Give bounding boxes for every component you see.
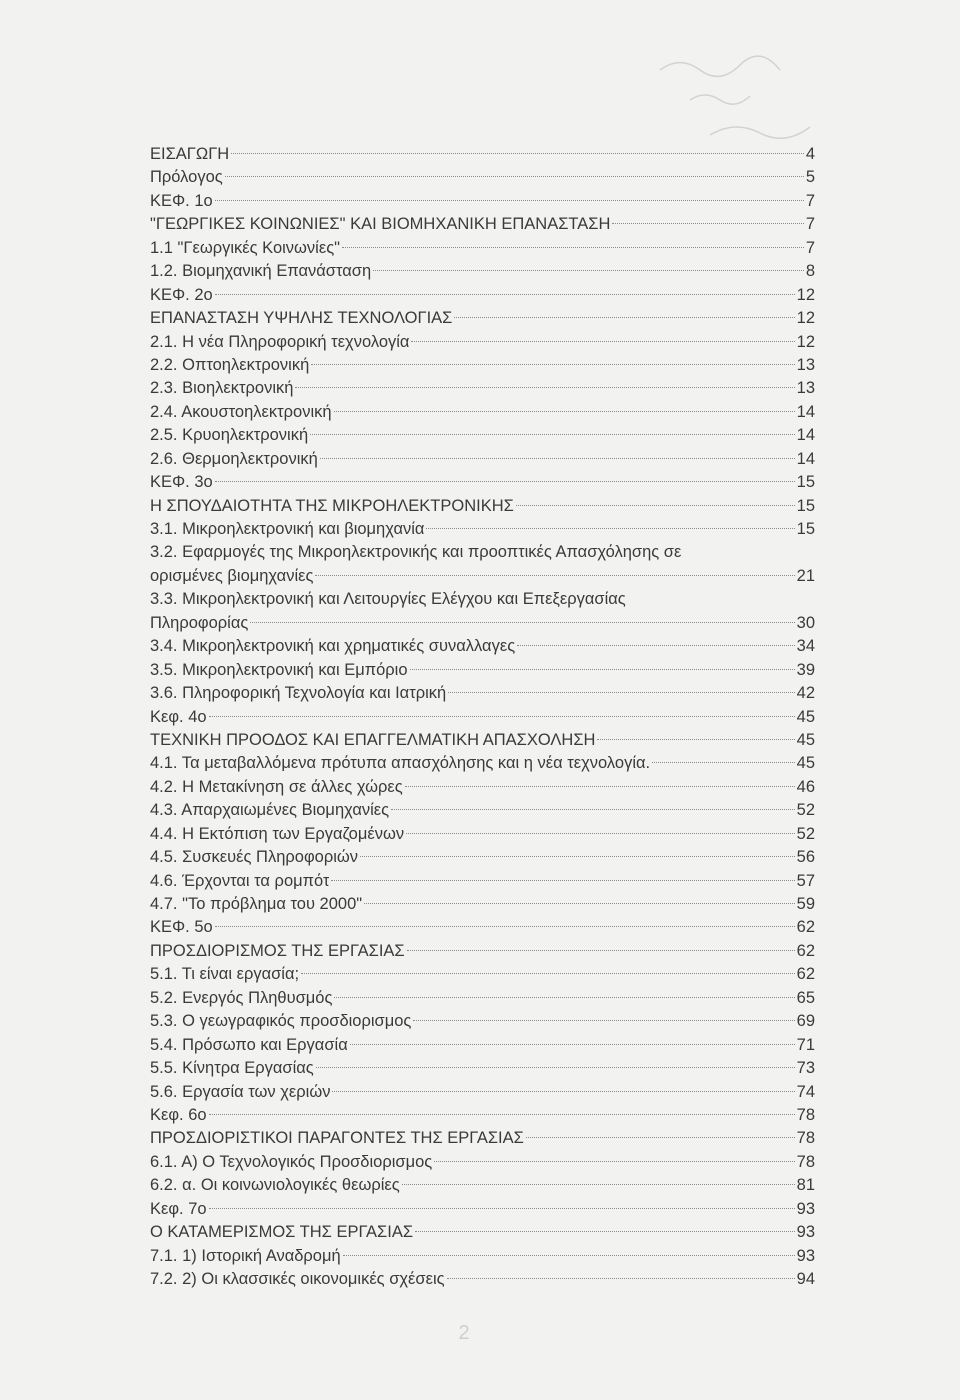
toc-entry-title: ΚΕΦ. 3ο [150,473,213,492]
toc-entry-page: 78 [796,1152,815,1171]
dot-leader [350,1043,795,1045]
toc-entry [150,1127,815,1150]
toc-entry [150,846,815,869]
toc-entry-title: ΤΕΧΝΙΚΗ ΠΡΟΟΔΟΣ ΚΑΙ ΕΠΑΓΓΕΛΜΑΤΙΚΗ ΑΠΑΣΧΟΛΗΣΗ [150,730,596,749]
toc-entry-title: 7.1. 1) Ιστορική Αναδρομή [150,1246,341,1265]
toc-entry [150,1034,815,1057]
toc-entry-title: 2.4. Ακουστοηλεκτρονική [150,402,332,421]
toc-entry [150,706,815,729]
toc-entry-page: 42 [796,684,815,703]
toc-entry [150,682,815,705]
toc-entry-title: 5.2. Ενεργός Πληθυσμός [150,988,333,1007]
toc-entry-title: 5.3. Ο γεωγραφικός προσδιορισμος [150,1012,412,1031]
toc-entry-page: 78 [796,1129,815,1148]
toc-entry [150,1268,815,1291]
toc-entry [150,331,815,354]
toc-entry-title: 3.4. Μικροηλεκτρονική και χρηματικές συναλλαγες [150,637,516,656]
toc-entry [150,1245,815,1268]
toc-entry-title: 2.6. Θερμοηλεκτρονική [150,449,318,468]
dot-leader [209,1113,795,1115]
toc-entry-title: 3.2. Εφαρμογές της Μικροηλεκτρονικής και προοπτικές Απασχόλησης σε [150,543,682,562]
toc-entry-page: 69 [796,1012,815,1031]
dot-leader [209,715,795,717]
dot-leader [402,1183,795,1185]
toc-entry [150,893,815,916]
toc-entry-title: 4.6. Έρχονται τα ρομπότ [150,871,330,890]
dot-leader [320,457,795,459]
toc-entry [150,1081,815,1104]
toc-entry-page: 34 [796,637,815,656]
toc-entry [150,612,815,635]
toc-entry [150,237,815,260]
toc-entry-page: 39 [796,660,815,679]
toc-entry-title: Πρόλογος [150,168,223,187]
dot-leader [407,949,795,951]
toc-entry [150,1151,815,1174]
toc-entry-page: 65 [796,988,815,1007]
dot-leader [410,668,795,670]
toc-entry-page: 81 [796,1176,815,1195]
dot-leader [517,644,794,646]
toc-entry-title: ΠΡΟΣΔΙΟΡΙΣΜΟΣ ΤΗΣ ΕΡΓΑΣΙΑΣ [150,941,405,960]
toc-entry [150,963,815,986]
toc-entry [150,495,815,518]
toc-entry-page: 57 [796,871,815,890]
toc-entry-page: 56 [796,848,815,867]
toc-entry [150,284,815,307]
toc-entry-title: Κεφ. 7ο [150,1199,207,1218]
toc-entry-title: ΚΕΦ. 1ο [150,191,213,210]
toc-entry [150,565,815,588]
toc-entry-page: 62 [796,918,815,937]
dot-leader [373,269,804,271]
toc-entry-title: 2.3. Βιοηλεκτρονική [150,379,294,398]
toc-entry [150,588,815,611]
toc-entry [150,1174,815,1197]
toc-entry-page: 52 [796,824,815,843]
toc-entry [150,401,815,424]
dot-leader [406,832,795,834]
toc-entry-title: Πληροφορίας [150,613,249,632]
toc-entry [150,823,815,846]
dot-leader [215,199,804,201]
toc-entry [150,1057,815,1080]
dot-leader [364,902,795,904]
toc-entry-page: 45 [796,707,815,726]
table-of-contents [150,143,815,1291]
toc-entry-page: 14 [796,449,815,468]
dot-leader [454,316,794,318]
toc-entry-page: 62 [796,941,815,960]
toc-entry [150,776,815,799]
dot-leader [316,1066,795,1068]
dot-leader [334,996,794,998]
toc-entry-page: 93 [796,1199,815,1218]
toc-entry [150,213,815,236]
toc-entry [150,260,815,283]
toc-entry-title: ορισμένες βιομηχανίες [150,566,314,585]
dot-leader [434,1160,794,1162]
toc-entry-page: 45 [796,754,815,773]
dot-leader [334,410,795,412]
toc-entry-title: 6.2. α. Οι κοινωνιολογικές θεωρίες [150,1176,400,1195]
toc-entry-page: 45 [796,730,815,749]
toc-entry-title: 4.2. Η Μετακίνηση σε άλλες χώρες [150,777,403,796]
toc-entry-page: 8 [805,262,815,281]
toc-entry-title: 2.1. Η νέα Πληροφορική τεχνολογία [150,332,410,351]
toc-entry-page: 5 [805,168,815,187]
toc-entry-title: 5.1. Τι είναι εργασία; [150,965,300,984]
toc-entry-page: 14 [796,426,815,445]
toc-entry [150,752,815,775]
toc-entry-page: 74 [796,1082,815,1101]
toc-entry-title: 1.2. Βιομηχανική Επανάσταση [150,262,372,281]
dot-leader [415,1230,795,1232]
dot-leader [612,222,803,224]
dot-leader [315,574,794,576]
toc-entry-page: 15 [796,473,815,492]
toc-entry [150,518,815,541]
toc-entry-title: 4.5. Συσκευές Πληροφοριών [150,848,358,867]
toc-entry [150,143,815,166]
toc-entry-title: 4.3. Απαρχαιωμένες Βιομηχανίες [150,801,390,820]
dot-leader [652,761,795,763]
toc-entry-title: 1.1 "Γεωργικές Κοινωνίες" [150,238,341,257]
dot-leader [215,480,795,482]
dot-leader [526,1136,795,1138]
dot-leader [405,785,795,787]
toc-entry [150,471,815,494]
toc-entry-title: 2.2. Οπτοηλεκτρονική [150,355,310,374]
dot-leader [250,621,794,623]
toc-entry-page: 13 [796,355,815,374]
dot-leader [331,879,794,881]
toc-entry [150,166,815,189]
toc-entry [150,448,815,471]
dot-leader [360,855,795,857]
page-number: 2 [458,1322,470,1344]
toc-entry-page: 21 [796,566,815,585]
toc-entry [150,635,815,658]
toc-entry-page: 46 [796,777,815,796]
toc-entry-page: 7 [805,215,815,234]
dot-leader [332,1090,794,1092]
toc-entry-title: "ΓΕΩΡΓΙΚΕΣ ΚΟΙΝΩΝΙΕΣ" ΚΑΙ ΒΙΟΜΗΧΑΝΙΚΗ ΕΠΑΝΑΣΤΑΣΗ [150,215,611,234]
toc-entry-title: 3.1. Μικροηλεκτρονική και βιομηχανία [150,520,425,538]
dot-leader [411,340,794,342]
dot-leader [597,738,794,740]
toc-entry [150,541,815,564]
toc-entry [150,1198,815,1221]
dot-leader [301,972,795,974]
dot-leader [225,175,804,177]
toc-entry [150,1010,815,1033]
toc-entry-title: Ο ΚΑΤΑΜΕΡΙΣΜΟΣ ΤΗΣ ΕΡΓΑΣΙΑΣ [150,1223,414,1242]
toc-entry-title: 4.1. Τα μεταβαλλόμενα πρότυπα απασχόλησης και η νέα τεχνολογία. [150,754,651,773]
toc-entry-title: ΠΡΟΣΔΙΟΡΙΣΤΙΚΟΙ ΠΑΡΑΓΟΝΤΕΣ ΤΗΣ ΕΡΓΑΣΙΑΣ [150,1129,524,1148]
toc-entry-title: 5.6. Εργασία των χεριών [150,1082,331,1101]
toc-entry-page: 93 [796,1223,815,1242]
dot-leader [413,1019,794,1021]
toc-entry-title: ΕΙΣΑΓΩΓΗ [150,145,230,163]
toc-entry-title: 4.7. "Το πρόβλημα του 2000" [150,895,363,913]
toc-entry [150,916,815,939]
toc-entry-page: 71 [796,1035,815,1054]
toc-entry [150,659,815,682]
toc-entry-page: 78 [796,1105,815,1124]
toc-entry [150,870,815,893]
toc-entry [150,729,815,752]
toc-entry [150,307,815,330]
toc-entry-title: 3.6. Πληροφορική Τεχνολογία και Ιατρική [150,684,447,703]
toc-entry-page: 12 [796,309,815,328]
toc-entry [150,1104,815,1127]
handwritten-note-scribble [640,40,840,150]
toc-entry-page: 12 [796,285,815,304]
toc-entry-title: 3.5. Μικροηλεκτρονική και Εμπόριο [150,660,408,679]
toc-entry-page: 73 [796,1059,815,1078]
toc-entry [150,1221,815,1244]
dot-leader [311,363,794,365]
toc-entry-title: 3.3. Μικροηλεκτρονική και Λειτουργίες Ελέγχου και Επεξεργασίας [150,590,626,609]
toc-entry-title: Κεφ. 6ο [150,1105,207,1124]
toc-entry [150,190,815,213]
toc-entry-page: 14 [796,402,815,421]
dot-leader [343,1254,795,1256]
toc-entry [150,799,815,822]
dot-leader [209,1207,795,1209]
dot-leader [310,433,794,435]
toc-entry-page: 93 [796,1246,815,1265]
toc-entry-page: 15 [796,520,815,538]
toc-entry-title: 6.1. Α) Ο Τεχνολογικός Προσδιορισμος [150,1152,433,1171]
toc-entry-page: 30 [796,613,815,632]
toc-entry-page: 15 [796,496,815,515]
toc-entry-title: ΚΕΦ. 2ο [150,285,213,304]
dot-leader [342,246,804,248]
toc-entry-page: 13 [796,379,815,398]
toc-entry-page: 59 [796,895,815,913]
dot-leader [447,1277,795,1279]
toc-entry [150,424,815,447]
dot-leader [215,293,795,295]
toc-entry-page: 12 [796,332,815,351]
toc-entry-title: Κεφ. 4ο [150,707,207,726]
dot-leader [448,691,794,693]
dot-leader [516,504,795,506]
toc-entry-title: ΕΠΑΝΑΣΤΑΣΗ ΥΨΗΛΗΣ ΤΕΧΝΟΛΟΓΙΑΣ [150,309,453,328]
toc-entry-title: 5.4. Πρόσωπο και Εργασία [150,1035,348,1054]
toc-entry-title: 4.4. Η Εκτόπιση των Εργαζομένων [150,824,405,843]
toc-entry-page: 94 [796,1270,815,1288]
dot-leader [391,808,795,810]
toc-entry-page: 52 [796,801,815,820]
toc-entry-title: 5.5. Κίνητρα Εργασίας [150,1059,314,1078]
toc-entry-title: 2.5. Κρυοηλεκτρονική [150,426,309,445]
toc-entry [150,354,815,377]
toc-entry-page: 7 [805,238,815,257]
toc-entry [150,377,815,400]
toc-entry-title: ΚΕΦ. 5ο [150,918,213,937]
dot-leader [215,925,795,927]
toc-entry-page: 62 [796,965,815,984]
dot-leader [426,527,794,529]
dot-leader [295,386,794,388]
toc-entry [150,940,815,963]
toc-entry-page: 7 [805,191,815,210]
toc-entry-title: Η ΣΠΟΥΔΑΙΟΤΗΤΑ ΤΗΣ ΜΙΚΡΟΗΛΕΚΤΡΟΝΙΚΗΣ [150,496,514,515]
dot-leader [231,152,804,154]
toc-entry-page: 4 [805,145,815,163]
toc-entry-title: 7.2. 2) Οι κλασσικές οικονομικές σχέσεις [150,1270,445,1288]
toc-entry [150,987,815,1010]
